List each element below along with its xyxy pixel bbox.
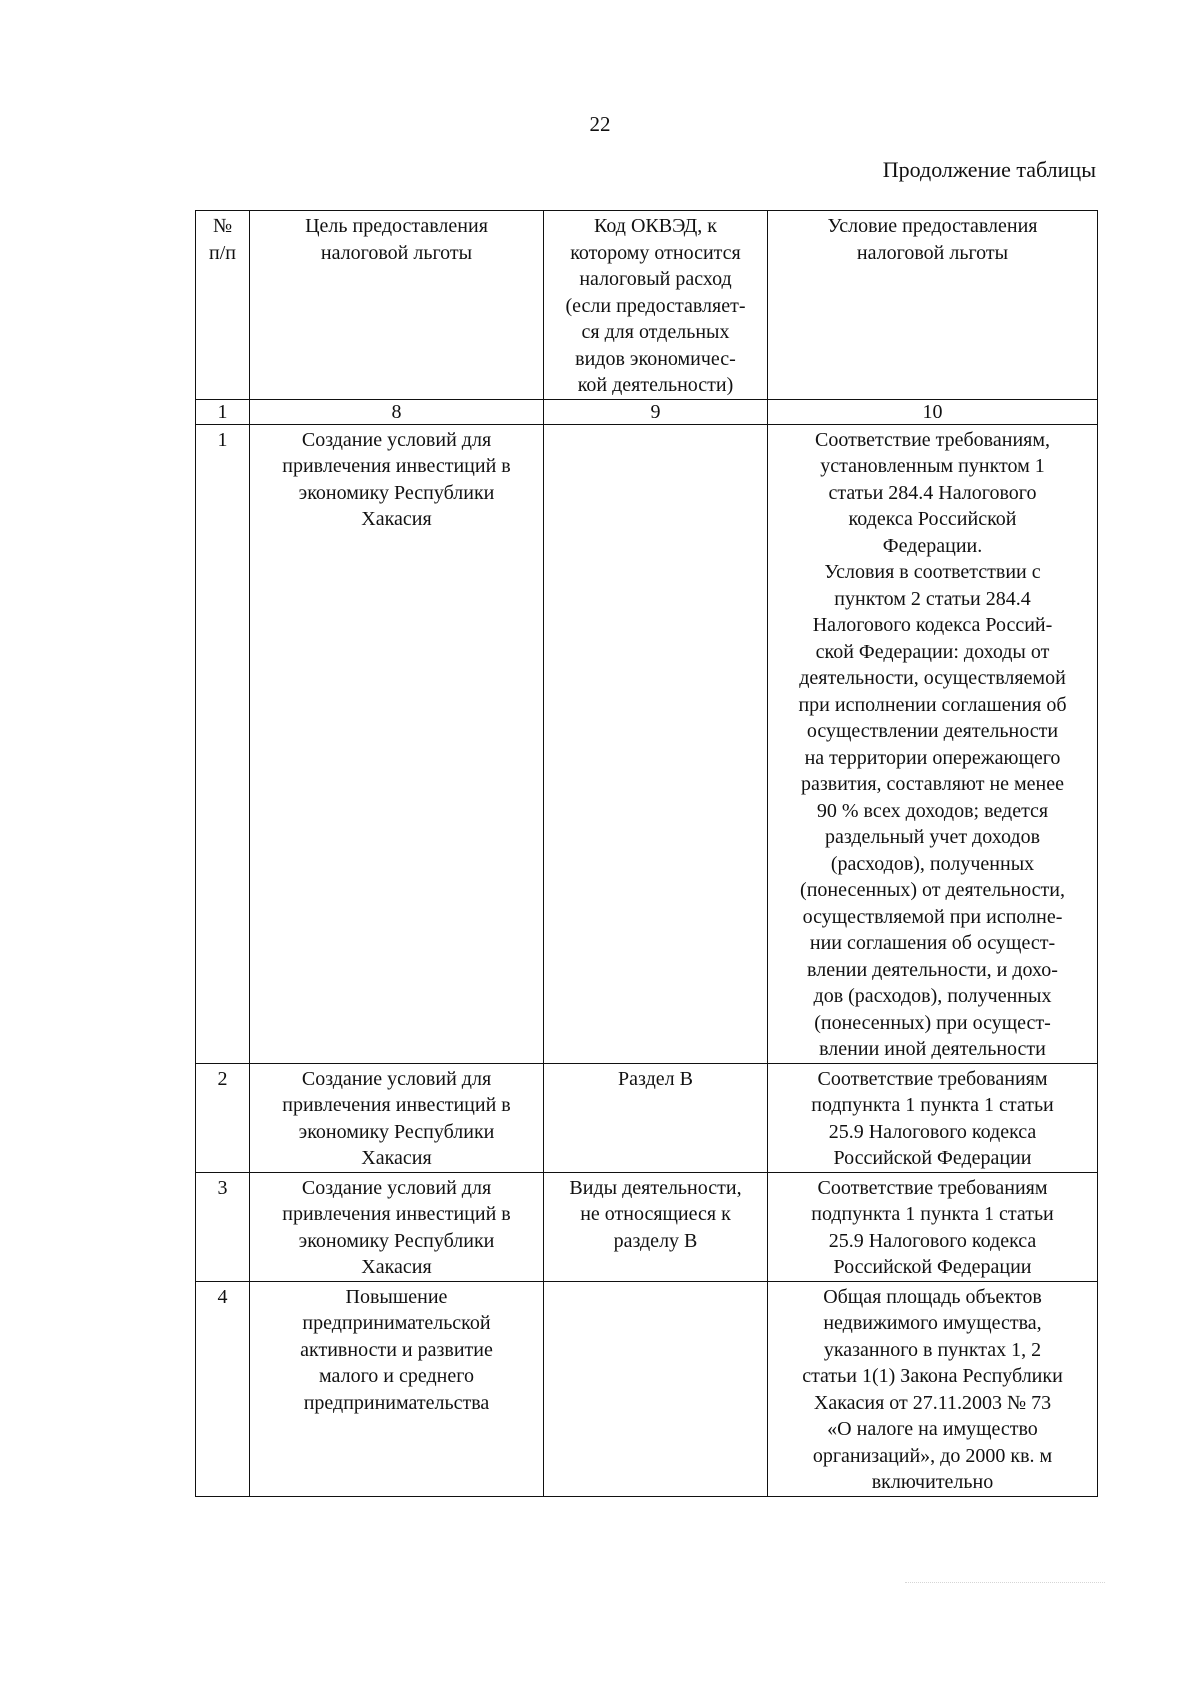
header-okved: Код ОКВЭД, к которому относится налоговый расход (если предоставляет- ся для отдельных видов экономичес- кой деятельности) [544, 211, 768, 400]
row-condition: Соответствие требованиям подпункта 1 пункта 1 статьи 25.9 Налогового кодекса Российской Федерации [768, 1063, 1098, 1172]
column-number: 9 [544, 399, 768, 424]
row-okved [544, 424, 768, 1063]
page-number: 22 [589, 112, 611, 136]
row-condition: Общая площадь объектов недвижимого имущества, указанного в пунктах 1, 2 статьи 1(1) Закона Республики Хакасия от 27.11.2003 № 73 «О налоге на имущество организаций», до 2000 кв. м включительно [768, 1281, 1098, 1496]
row-condition: Соответствие требованиям, установленным пунктом 1 статьи 284.4 Налогового кодекса Российской Федерации. Условия в соответствии с пунктом 2 статьи 284.4 Налогового кодекса Россий- ской Федерации: доходы от деятельности, осуществляемой при исполнении соглашения об осуществлении деятельности на территории опережающего развития, составляют не менее 90 % всех доходов; ведется раздельный учет доходов (расходов), полученных (понесенных) от деятельности, осуществляемой при исполне- нии соглашения об осущест- влении деятельности, и дохо- дов (расходов), полученных (понесенных) при осущест- влении иной деятельности [768, 424, 1098, 1063]
row-number: 2 [196, 1063, 250, 1172]
row-okved: Виды деятельности, не относящиеся к разделу В [544, 1172, 768, 1281]
header-goal: Цель предоставления налоговой льготы [250, 211, 544, 400]
header-condition: Условие предоставления налоговой льготы [768, 211, 1098, 400]
row-goal: Повышение предпринимательской активности и развитие малого и среднего предпринимательства [250, 1281, 544, 1496]
row-okved: Раздел В [544, 1063, 768, 1172]
column-number: 8 [250, 399, 544, 424]
column-number: 1 [196, 399, 250, 424]
table-row [196, 1281, 1098, 1496]
tax-benefit-table [195, 210, 1098, 1497]
row-goal: Создание условий для привлечения инвестиций в экономику Республики Хакасия [250, 424, 544, 1063]
table-header-row [196, 211, 1098, 400]
table-row [196, 1172, 1098, 1281]
row-goal: Создание условий для привлечения инвестиций в экономику Республики Хакасия [250, 1063, 544, 1172]
row-condition: Соответствие требованиям подпункта 1 пункта 1 статьи 25.9 Налогового кодекса Российской Федерации [768, 1172, 1098, 1281]
continuation-label: Продолжение таблицы [882, 157, 1096, 182]
scan-noise [905, 1582, 1105, 1587]
column-number-row [196, 399, 1098, 424]
row-number: 4 [196, 1281, 250, 1496]
row-okved [544, 1281, 768, 1496]
row-number: 3 [196, 1172, 250, 1281]
header-number: № п/п [196, 211, 250, 400]
column-number: 10 [768, 399, 1098, 424]
table-row [196, 424, 1098, 1063]
row-goal: Создание условий для привлечения инвестиций в экономику Республики Хакасия [250, 1172, 544, 1281]
row-number: 1 [196, 424, 250, 1063]
table-row [196, 1063, 1098, 1172]
